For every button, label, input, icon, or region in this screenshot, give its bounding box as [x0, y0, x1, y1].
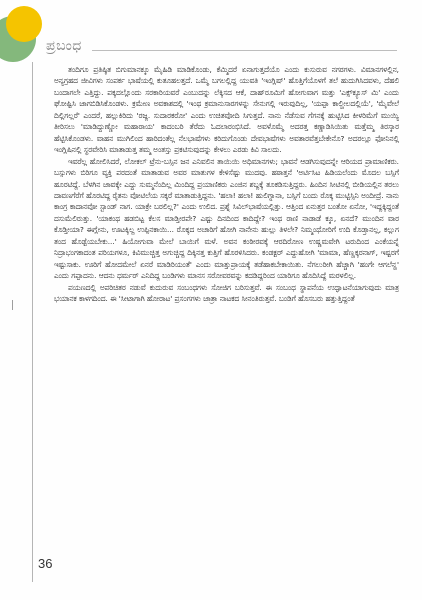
- left-margin-rule: [32, 62, 33, 572]
- page-number: 36: [38, 556, 53, 571]
- paragraph-1: ತಂದಿಗೂ ಪ್ರತಿಷ್ಠಿತ ಬಿಗುಮಾನಕ್ಕೂ ಮೈಹಿಡಿ ಮಾಡಿಕೊಂಡು, ಕೆಮ್ಮಿದರೆ ಏನಾಗುತ್ತದೆಯೊ ಎಂದು ಕುಸುರುವ ನಗರಗಳು. ವಿಮಾನಗಳಲ್ಲಿನ, ಅನ್ಯಗ್ರಹದ ಜೀವಿಗಳು ಸಂಪರ್ಕ ಭಾಷೆಯಲ್ಲಿ ಕುತೂಹಲತ್ತದೆ. ಒಮ್ಮೆ ಬಗಲಲ್ಲಿದ್ದ ಯುವತಿ 'ಇಂಗ್ಲಿಷ್' ಹೊತ್ತಿಗೆಯೊಳಗೆ ತಲೆ ಹುದುಗಿಸಿದವಳು, ದೆಹಲಿ ಬಂದಾಗಲೇ ಎತ್ತಿದ್ದು. ಪಕ್ಕದಲ್ಲೊಂದು ಸರಕಾರಿಯವರೆ ಎಂಬುದನ್ನು ಲೆಕ್ಕಿಸದ ಆಕೆ, ದಾಹ್‌ರೂಮಿಗೆ ಹೋಗುವಾಗ ಮತ್ತು 'ಎಕ್ಸ್‌ಕ್ಯೂಸ್ ಮಿ' ಎಂದು ಘೋಷ್ಟಿಸಿ ಜಾಗಬಿಡಿಸಿಕೊಂಡಳು. ಕ್ರಮೇಣ ಅವಕಾಶದಲ್ಲಿ 'ಇಂಥ ಕ್ರಮಾನುಸಾರಗಳನ್ನು ಸೇನುಗಲ್ಲಿ ಇರುವುದಿಲ್ಲ, 'ಯಪ್ಪಾ ಕಾಲ್ಚೀಲದಲ್ಲಿಯೆ', 'ಮೈವೇಲೆ ದಿಲ್ಲಿಗಲ್ಲರೆ' ಎಂದರೆ, ಹಲ್ಲುಕಿರಿದು 'ರಜ್ದ. ಸುದಾರಕರೋ' ಎಂದು ಉಚಿತವೋದಿ ಸಿಗುತ್ತದೆ. ನಾನು ನೆಡೆಸುವ ಗೆಗನಕ್ಕೆ ಹುಟ್ಟಿಸಿದ ಕೀಳರಿಮೆಗೆ ಮುಯ್ಯಿ ತೀರಿಸಲು 'ಮಾಡಿದ್ದುಣ್ಣೋ ಮಹಾರಾಯ' ಕಾದಂಬರಿ ತೆರೆದು ಓದಲಾರಂಭಿಸಿದೆ. ಅವಳೊಮ್ಮೆ ಅದರತ್ತ ಕಣ್ಣಾಡಿಸಿಯಿತು ಮತ್ತೆಮ್ಮ ತಿರಸ್ಕಾರ ಹೆಟ್ಟಿಸಿಕೊಂಡಳು. ವಾಹನ ಮುಗಿಲಿಂದ ಹಾರಿದಂತೆಲ್ಲ ನೆಲಭಾಷೆಗಳು ಕರಿದುಗೊಂಡು ದೇವಭಾಷೆಗಳು ಅವತಾರವೆತ್ತಬೇಕೇನೊ? ಅದರಲ್ಲೂ ಫೋನಿನಲ್ಲಿ ಇಂಗ್ಲಿಷಿನಲ್ಲಿ ಸ್ಥರವೇರಿಸಿ ಮಾತಾಡುತ್ತ ತಮ್ಮ ಅಂತಸ್ತು ಪ್ರಕಟಿಸುವುದನ್ನು ಕೇಳಲು ಎರಡು ಕಿವಿ ಸಾಲದು.: [54, 65, 399, 155]
- paragraph-2: ಇವರೆಲ್ಲ ಹೋಲಿಸಿದರೆ, ಲೋಕಲ್ ಟ್ರೆನು-ಬಸ್ಸಿನ ಜನ ಎನಿವಲಿನ ತಾಯಿಯಿ ಅಧಿಮಾನಗಳು; ಭಾವನೆ ಆಡಗಿಸುವುದನ್ನೇ ಆರಿಯದ ಪ್ರಾಮಾಣಿಕರು. ಬಸ್ಸುಗಳು ಬಿರಿಗೂ ವ್ಯಕ್ತಿ ಪರದಂತೆ ಮಾತಾಡುವ ಅವರ ಮಾತುಗಳ ಕೇಳಿಸೆಷ್ಟು ಮುದವು. ಹಠಾತ್ತನೆ 'ಅರ್ಟಿಸಿಟ ಹಿಡಿಯಲೆಂದು ಮೊದಲ ಬಸ್ಸಿಗೆ ಹೂರಟಿದ್ದೆ. ಬೆಳಗಿನ ಜಾವಕ್ಕೇ ಎದ್ದು ಸುಮ್ಮನೆಂದಿಲ್ಲ ಮಿಂದಿದ್ದ ಪ್ರಯಾಣಿಕರು ಎಂಜಿನ ಶಬ್ದಕ್ಕೆ ತೂಕಡಿಸುತ್ತಿದ್ದರು. ಹಿಂದಿನ ಸೀಟಿನಲ್ಲಿ ಬೀಡಿಯಲ್ಲಿನ ತರಲು ದಾವಣಗೆರೆಗೆ ಹೊರಟಿದ್ದ ರೈತನು ವೋಟಿಲೆಯ ಸಕ್ಕರೆ ಮಾತಾಡುತ್ತಿದ್ದನು. 'ಹಲಾ! ಹಲಾ! ಹುಲಿಗ್ನಾನಾ, ಬಸ್ಸಿಗೆ ಬಂದು ರೊಕ್ಕ ಮುಟ್ಟಿಸ್ಸಿನಿ ಅಂದೀದ್ರೆ. ನಾನು ಕಾಂಗ್ರ ಕಾದಾನವೋ ಸ್ಟಾಂಡ್ ನಾಗ. ಯಾಕ್ರೇ ಬರಲಿಲ್ಲ?' ಎಂದು ಉಲಿದ. ಪ್ರಶ್ನೆ ಸಿವಿಲ್‌ಭಾಷೆಯಲ್ಲಿತ್ತು. ಆತ್ತಿಂದ ಏನುತ್ತರ ಬಂತೋ ಏನೋ, 'ಇದ್ದಕ್ಕಿದ್ದಂತೆ ದಸುಮೆಲಿರುತ್ತು. 'ಯಾಕಂಥ ಹಡಬಿಟ್ಟ ಕೆಲಸ ಮಾಡ್ತೀರಪೇ? ಎಷ್ಟು ದಿನದಿಂದ ಕಾದಿದ್ದೇ? ಇಂಥ ರಾಣಿ ನಾಡಾಡೆ ಕ್ಕೂ, ಏನದೆ? ಮುಂದಿನ ವಾರ ಕೊಡ್ತೀಯಾ? ಈಗ್ಲೇನು, ಊಟಕ್ಕಿಲ್ದ ಉಪ್ಪಿನಕಾಯಿ... ರೊಕ್ಕದ ಅಚಾರಿಗೆ ಹೋಗಿ ನಾನೇನು ಹುಲ್ಲು ತಿಳಲೇ? ನಿಮ್ಮಂಥೋರಿಗೆ ಉದಿ ಕೊಡ್ತಾನಲ್ಲ, ಕಲ್ಲುಗ ತಂದ ಹೊಡ್ಟೆಯಬೇಕು...' ಹಿಯೋಗುವಾ ಮೇಲೆ ಬಾಯಿಗೆ ಮಳೆ. ಅವನ ಕಂಠೀರವಕ್ಕೆ ಆರದಿರೋಣ ಉಷ್ಣಮವೇಗಿ ಟರುದಿಂದ ಎಂಕೆಯನ್ನೆ ನಿದ್ರಾಭಂಗಕಾದಂತ ಪರಿಯಗಳೂ, ಕಿವಿಮುಚ್ಚಿತ್ತ ಅಗುಚ್ಚಿದ್ದ ದಿಕ್ಕಿನತ್ತ ಕುತ್ತಿಗೆ ಹೊರಳಿಸಿದರು. ಕಂಡಕ್ಟರ್ ಎದ್ದುಹೋಗಿ 'ಮಾಮಾ, ಹೆಣ್ಣಕ್ಕರನಾಗ್, ಇಷ್ಟರಗೆ ಇಷ್ಟುಸಾಕು. ಊರಿಗೆ ಹೋದಮೇಲೆ ಏನರೆ ಮಾಡಿರಿಯಂತೆ' ಎಂದು ಮಾತ್ತುಪ್ರಾಯಕ್ಕೆ ತಡೆಹಾಕಬೇಕಾಯಿತು. ನೆಗಲುರೀಗಿ ಹೆಚ್ಚಾಗಿ 'ಹಂಗೇ ಆಗಲೆನ್ಹ' ಎಂದು ಗಪ್ಪಾದನು. ಆದನು ಧರ್ಮರ್ ಎನಿದಿದ್ದ ಬಂಡಿಗಳು ಮಾನಸ ಸರೋವರವನ್ನು ಕದಡಿದ್ದರಿಂದ ಯಾರಿಗೂ ಹೊದಿಸಿದ್ದೆ ಮರಳಲಿಲ್ಲ.: [54, 156, 399, 281]
- footer-rule: [32, 572, 33, 582]
- article-body: [54, 64, 399, 305]
- decorative-circle-yellow: [6, 6, 42, 42]
- margin-mark: [12, 300, 17, 310]
- header-rule: [92, 50, 397, 51]
- section-title: ಪ್ರಬಂಧ: [46, 38, 82, 54]
- paragraph-3: ಪಯಣದಲ್ಲಿ ಅಪರಿಚಿತರ ನಡುವೆ ಕುದುರುವ ಸಂಬಂಧಗಳು ಸೋಜಿಗ ಬರಿಸುತ್ತವೆ. ಈ ಸಂಬಂಧ ಸ್ಥಾಪನೆಯ ಉದ್ಘಾಟನೆಯಾಗುವುದು ಮಾತ್ರ ಭಯಾನಕ ಕಾಳಗದಿಂದ. ಈ 'ಸೀಟಾಗಾಗಿ ಹೋರಾಟ' ಪ್ರಸಂಗಗಳು ಜಾತ್ರಾ ನಾಟಕದ ಸೀನಂತಿರುತ್ತವೆ. ಬಂಡಿಗೆ ಹೊಸಬರು ಹತ್ತುತ್ತಿದ್ದಂತೆ: [54, 282, 399, 304]
